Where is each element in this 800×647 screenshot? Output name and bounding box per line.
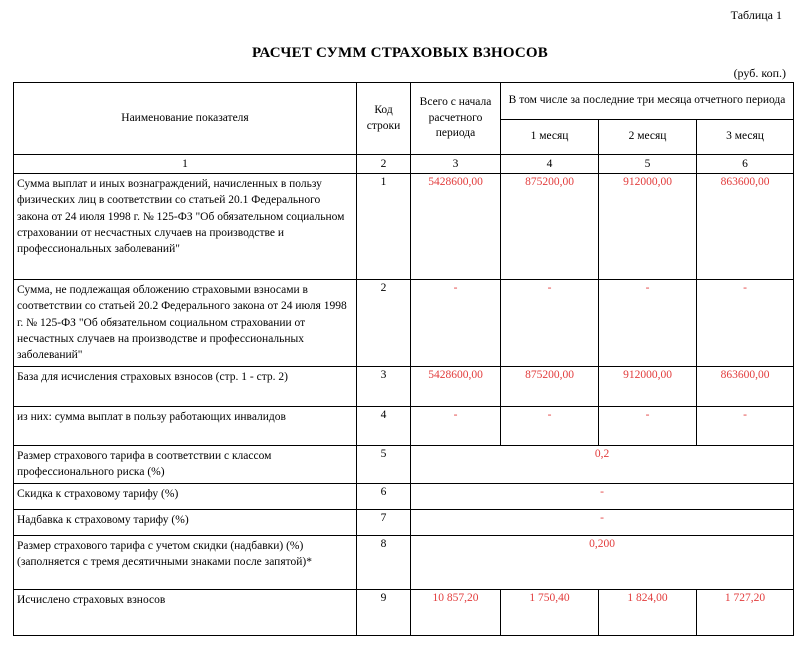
row-code: 8	[357, 535, 411, 589]
row-month3: -	[697, 406, 794, 445]
row-total: 5428600,00	[411, 366, 501, 406]
units-label: (руб. коп.)	[733, 66, 786, 80]
table-label: Таблица 1	[730, 8, 782, 22]
column-header-month3: 3 месяц	[697, 120, 794, 155]
row-total: 10 857,20	[411, 589, 501, 635]
row-name: Сумма выплат и иных вознаграждений, начисленных в пользу физических лиц в соответствии со статьей 20.1 Федерального закона от 24 июля 1998 г. № 125-ФЗ "Об обязательном социальном страховании от несчастных случаев на производстве и профессиональных заболеваний"	[14, 174, 357, 280]
row-month2: 912000,00	[599, 366, 697, 406]
column-number: 4	[501, 155, 599, 174]
table-row	[14, 483, 794, 509]
row-code: 6	[357, 483, 411, 509]
column-number: 6	[697, 155, 794, 174]
column-number: 1	[14, 155, 357, 174]
column-header-code: Код строки	[357, 83, 411, 155]
column-number: 5	[599, 155, 697, 174]
column-header-total: Всего с начала расчетного периода	[411, 83, 501, 155]
column-number: 2	[357, 155, 411, 174]
row-name: Сумма, не подлежащая обложению страховыми взносами в соответствии со статьей 20.2 Федерального закона от 24 июля 1998 г. № 125-ФЗ "Об обязательном социальном страховании от несчастных случаев на производстве и профессиональных заболеваний"	[14, 280, 357, 367]
row-name: Исчислено страховых взносов	[14, 589, 357, 635]
row-name: Надбавка к страховому тарифу (%)	[14, 509, 357, 535]
row-month3: 863600,00	[697, 174, 794, 280]
table-row	[14, 366, 794, 406]
row-total: 5428600,00	[411, 174, 501, 280]
table-row	[14, 406, 794, 445]
row-code: 5	[357, 445, 411, 483]
header-row	[14, 83, 794, 120]
row-month3: 863600,00	[697, 366, 794, 406]
column-number: 3	[411, 155, 501, 174]
table-row	[14, 535, 794, 589]
row-code: 9	[357, 589, 411, 635]
row-month3: 1 727,20	[697, 589, 794, 635]
insurance-calculation-table	[13, 82, 794, 636]
row-code: 4	[357, 406, 411, 445]
row-month2: -	[599, 280, 697, 367]
table-row	[14, 509, 794, 535]
table-row	[14, 280, 794, 367]
row-code: 3	[357, 366, 411, 406]
row-total: -	[411, 280, 501, 367]
row-month1: -	[501, 406, 599, 445]
column-header-month1: 1 месяц	[501, 120, 599, 155]
column-header-name: Наименование показателя	[14, 83, 357, 155]
row-name: Скидка к страховому тарифу (%)	[14, 483, 357, 509]
row-code: 1	[357, 174, 411, 280]
row-code: 2	[357, 280, 411, 367]
row-month3: -	[697, 280, 794, 367]
table-row	[14, 589, 794, 635]
document-title: РАСЧЕТ СУММ СТРАХОВЫХ ВЗНОСОВ	[252, 45, 548, 61]
row-month2: 912000,00	[599, 174, 697, 280]
row-month1: 875200,00	[501, 174, 599, 280]
column-number-row	[14, 155, 794, 174]
row-month2: -	[599, 406, 697, 445]
row-value: 0,2	[411, 445, 794, 483]
row-month2: 1 824,00	[599, 589, 697, 635]
row-name: База для исчисления страховых взносов (стр. 1 - стр. 2)	[14, 366, 357, 406]
table-row	[14, 174, 794, 280]
row-value: 0,200	[411, 535, 794, 589]
row-code: 7	[357, 509, 411, 535]
row-month1: 875200,00	[501, 366, 599, 406]
row-month1: 1 750,40	[501, 589, 599, 635]
row-name: Размер страхового тарифа с учетом скидки (надбавки) (%) (заполняется с тремя десятичными знаками после запятой)*	[14, 535, 357, 589]
table-row	[14, 445, 794, 483]
column-header-month2: 2 месяц	[599, 120, 697, 155]
row-name: Размер страхового тарифа в соответствии с классом профессионального риска (%)	[14, 445, 357, 483]
row-value: -	[411, 483, 794, 509]
row-name: из них: сумма выплат в пользу работающих инвалидов	[14, 406, 357, 445]
row-total: -	[411, 406, 501, 445]
column-header-last-three-months: В том числе за последние три месяца отчетного периода	[501, 83, 794, 120]
row-value: -	[411, 509, 794, 535]
row-month1: -	[501, 280, 599, 367]
